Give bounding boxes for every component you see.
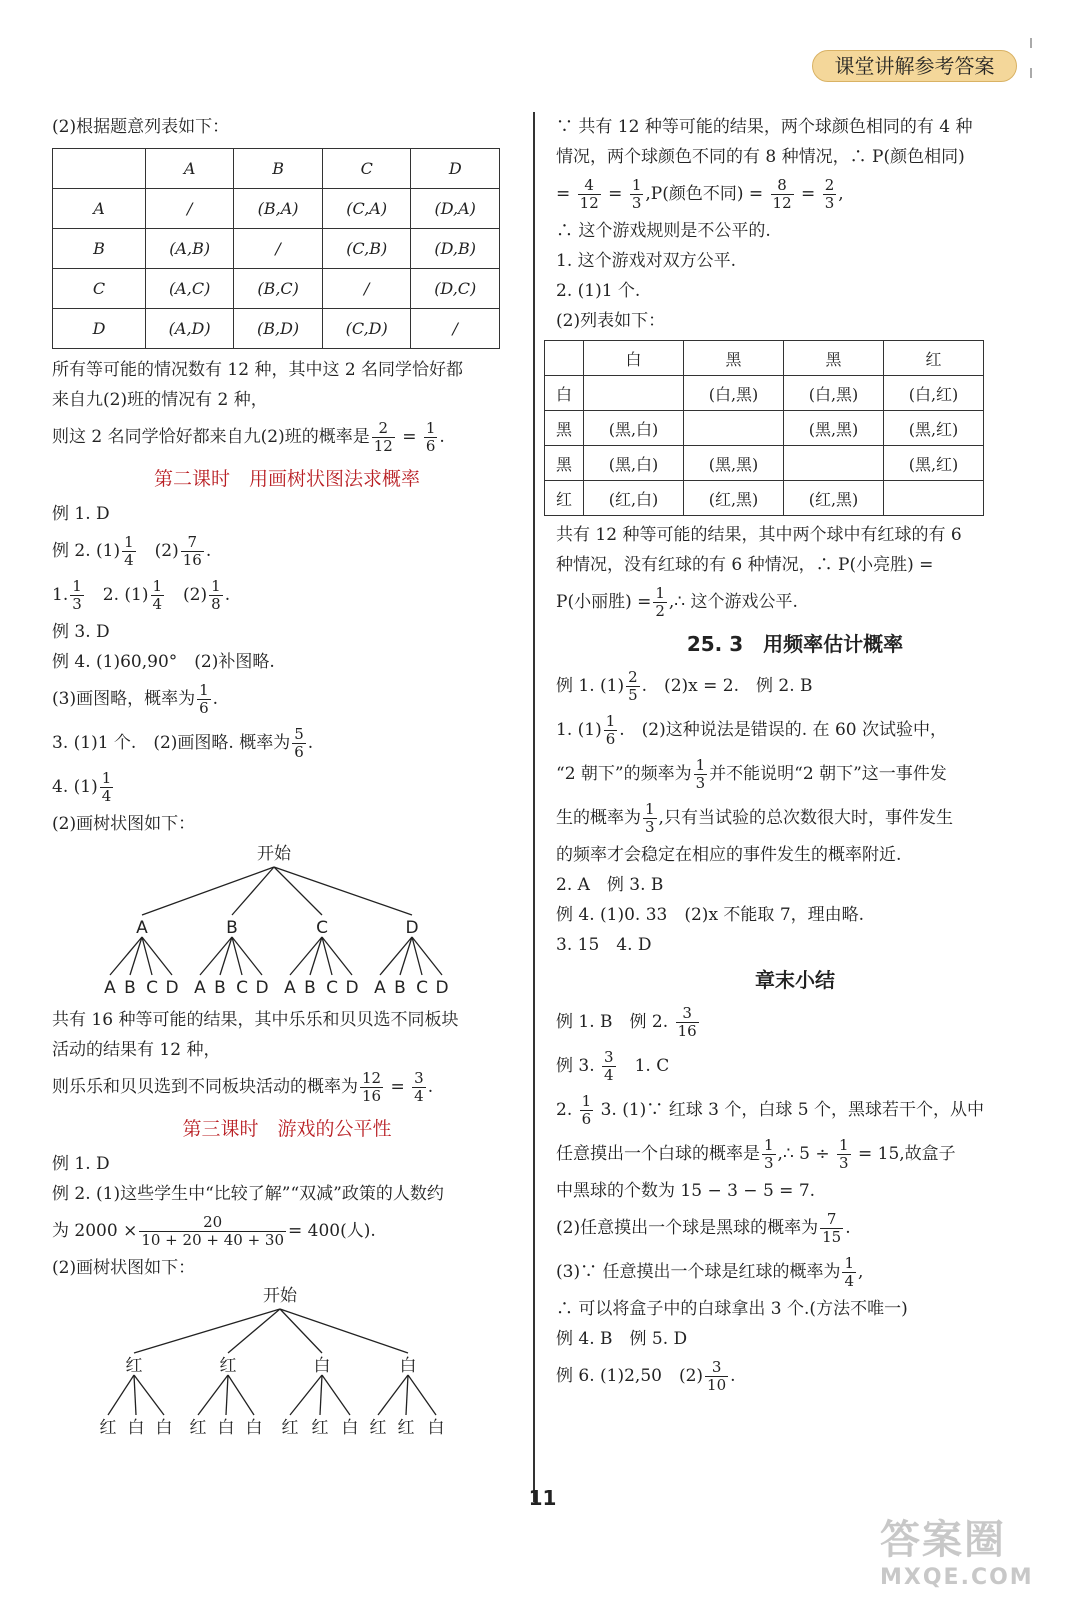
tree-diagram-balls xyxy=(52,1283,522,1439)
tree-leaf: B xyxy=(394,978,406,998)
text-span: 例 2. (1) xyxy=(52,541,121,561)
header-tick xyxy=(1030,38,1032,48)
denominator: 6 xyxy=(605,730,616,748)
table-cell: 黑 xyxy=(545,446,584,481)
denominator: 12 xyxy=(579,194,599,212)
denominator: 3 xyxy=(72,595,82,613)
table-cell: A xyxy=(146,149,234,189)
denominator: 6 xyxy=(199,699,209,717)
numerator: 1 xyxy=(211,577,221,595)
text-line: ∴ 可以将盒子中的白球拿出 3 个.(方法不唯一) xyxy=(556,1299,908,1319)
tree-node: 白 xyxy=(313,1356,331,1376)
watermark-url: MXQE.COM xyxy=(880,1565,1034,1590)
numerator: 1 xyxy=(764,1136,774,1154)
fraction xyxy=(578,177,601,212)
text-line: (3)画图略，概率为 $\frac{1}{6}$ . xyxy=(52,681,219,717)
text-line: (2)列表如下： xyxy=(556,311,666,331)
tree-leaf: D xyxy=(165,978,179,998)
text-span: 任意摸出一个白球的概率是 xyxy=(556,1144,760,1164)
text-line: 则这 2 名同学恰好都来自九(2)班的概率是 $\frac{2}{12}$ = $\frac{1}{6}$ . xyxy=(52,419,445,455)
table-cell: C xyxy=(53,269,146,309)
text-line: 例 6. (1)2,50 (2) $\frac{3}{10}$ . xyxy=(556,1358,736,1394)
tree-leaf: 红 xyxy=(189,1418,207,1438)
text-line: 3. (1)1 个. (2)画图略. 概率为 $\frac{5}{6}$ . xyxy=(52,725,314,761)
text-line: 例 3. D xyxy=(52,622,110,642)
text-span: 例 1. B 例 2. xyxy=(556,1012,669,1032)
fraction xyxy=(604,713,618,748)
table-row xyxy=(53,189,500,229)
text-span: 3. (1)∵ 红球 3 个，白球 5 个，黑球若干个，从中 xyxy=(600,1100,984,1120)
fraction xyxy=(360,1070,383,1105)
numerator: 1 xyxy=(124,533,134,551)
tree-leaf: A xyxy=(104,978,116,998)
text-span: 则这 2 名同学恰好都来自九(2)班的概率是 xyxy=(52,427,370,447)
fraction xyxy=(837,1137,851,1172)
table-cell: (红,黑) xyxy=(684,481,784,516)
tree-leaf: D xyxy=(435,978,449,998)
tree-node: B xyxy=(226,918,238,938)
table-row xyxy=(53,229,500,269)
header-title: 课堂讲解参考答案 xyxy=(812,50,1017,82)
text-line xyxy=(556,796,1034,840)
table-cell: 黑 xyxy=(545,411,584,446)
text-line: 1. $\frac{1}{3}$ 2. (1) $\frac{1}{4}$ (2) $\frac{1}{8}$ . xyxy=(52,577,231,613)
text-span: ,∴ 5 ÷ xyxy=(777,1144,830,1164)
numerator: 4 xyxy=(578,177,601,195)
denominator: 6 xyxy=(581,1110,592,1128)
denominator: 3 xyxy=(839,1154,849,1172)
tree-leaf: 红 xyxy=(99,1418,117,1438)
text-line: 来自九(2)班的情况有 2 种， xyxy=(52,390,268,410)
table-cell: A xyxy=(53,189,146,229)
text-line: 种情况，没有红球的有 6 种情况，∴ P(小亮胜) = xyxy=(556,555,934,575)
text-span: (3)∵ 任意摸出一个球是红球的概率为 xyxy=(556,1262,841,1282)
numerator: 1 xyxy=(844,1254,855,1272)
text-line: 例 4. (1)0. 33 (2)x 不能取 7，理由略. xyxy=(556,905,865,925)
fraction xyxy=(70,578,84,613)
fraction xyxy=(139,1214,286,1249)
numerator: 1 xyxy=(72,577,82,595)
text-span: 生的概率为 xyxy=(556,808,641,828)
table-cell: (白,红) xyxy=(884,376,984,411)
text-line: 2. A 例 3. B xyxy=(556,875,664,895)
text-span: = xyxy=(801,184,816,204)
tree-node: 红 xyxy=(219,1356,237,1376)
denominator: 4 xyxy=(124,551,134,569)
fraction xyxy=(181,534,204,569)
tree-leaf: C xyxy=(326,978,338,998)
table-cell xyxy=(53,149,146,189)
text-line xyxy=(556,752,1034,796)
table-cell: / xyxy=(146,189,234,229)
denominator: 4 xyxy=(101,787,112,805)
numerator: 1 xyxy=(152,577,163,595)
denominator: 6 xyxy=(425,437,436,455)
fraction xyxy=(122,534,136,569)
text-span: 1. C xyxy=(634,1056,670,1076)
text-line: 例 4. B 例 5. D xyxy=(556,1329,688,1349)
numerator: 20 xyxy=(139,1214,286,1232)
text-line: (2)画树状图如下： xyxy=(52,1258,196,1278)
table-cell xyxy=(684,411,784,446)
table-cell xyxy=(584,376,684,411)
denominator: 2 xyxy=(655,602,665,620)
fraction xyxy=(653,585,667,620)
section-heading: 第二课时 用画树状图法求概率 xyxy=(153,468,420,490)
tree-leaf: 红 xyxy=(281,1418,299,1438)
table-row xyxy=(545,376,984,411)
numerator: 1 xyxy=(605,712,616,730)
table-cell: (A,B) xyxy=(146,229,234,269)
numerator: 1 xyxy=(655,584,665,602)
section-heading: 25. 3 用频率估计概率 xyxy=(686,632,904,656)
tree-leaf: 白 xyxy=(217,1418,235,1438)
table-cell: / xyxy=(322,269,411,309)
denominator: 12 xyxy=(373,437,393,455)
denominator: 3 xyxy=(695,774,706,792)
text-span: 3. (1)1 个. (2)画图略. 概率为 xyxy=(52,733,291,753)
denominator: 4 xyxy=(152,595,163,613)
fraction xyxy=(100,770,114,805)
text-span: “2 朝下”的频率为 xyxy=(556,764,692,784)
text-span: (2)任意摸出一个球是黑球的概率为 xyxy=(556,1218,819,1238)
page-number: 11 xyxy=(528,1486,557,1510)
table-cell: D xyxy=(411,149,500,189)
column-divider xyxy=(533,112,535,1502)
denominator: 6 xyxy=(294,743,304,761)
denominator: 4 xyxy=(844,1272,855,1290)
text-line xyxy=(556,1250,1034,1294)
denominator: 4 xyxy=(414,1087,424,1105)
tree-leaf: D xyxy=(255,978,269,998)
fraction xyxy=(197,682,211,717)
numerator: 3 xyxy=(676,1005,699,1023)
text-line xyxy=(556,580,1034,624)
text-line: ∴ 这个游戏规则是不公平的. xyxy=(556,221,771,241)
watermark xyxy=(880,1508,1070,1588)
text-line: 所有等可能的情况数有 12 种，其中这 2 名同学恰好都 xyxy=(52,360,464,380)
section-heading: 第三课时 游戏的公平性 xyxy=(182,1118,392,1140)
table-cell: 红 xyxy=(545,481,584,516)
text-line xyxy=(556,1044,1034,1088)
text-line: 活动的结果有 12 种， xyxy=(52,1040,221,1060)
numerator: 1 xyxy=(425,419,436,437)
tree-leaf: 红 xyxy=(369,1418,387,1438)
tree-leaf: 白 xyxy=(427,1418,445,1438)
table-cell: (B,A) xyxy=(234,189,323,229)
text-span: = 400(人). xyxy=(288,1221,376,1241)
text-span: 例 3. xyxy=(556,1056,595,1076)
text-span: (3)画图略，概率为 xyxy=(52,689,196,709)
fraction xyxy=(762,1137,776,1172)
text-span: ,P(颜色不同) = xyxy=(645,184,764,204)
numerator: 2 xyxy=(824,176,835,194)
fraction xyxy=(151,578,165,613)
table-cell: (黑,白) xyxy=(584,446,684,481)
header-tick xyxy=(1030,68,1032,78)
tree-leaf: 白 xyxy=(127,1418,145,1438)
tree-leaf: 白 xyxy=(245,1418,263,1438)
denominator: 3 xyxy=(824,194,835,212)
numerator: 1 xyxy=(101,769,112,787)
text-line xyxy=(52,765,522,809)
watermark-text: 答案圈 xyxy=(880,1517,1006,1563)
tree-leaf: C xyxy=(236,978,248,998)
text-span: 则乐乐和贝贝选到不同板块活动的概率为 xyxy=(52,1077,358,1097)
tree-leaf: 白 xyxy=(155,1418,173,1438)
table-cell: (D,B) xyxy=(411,229,500,269)
table-cell: (A,D) xyxy=(146,309,234,349)
fraction xyxy=(412,1070,426,1105)
section-heading: 章末小结 xyxy=(755,968,835,992)
fraction xyxy=(292,726,306,761)
table-cell: (白,黑) xyxy=(684,376,784,411)
fraction xyxy=(694,757,708,792)
table-cell: (黑,黑) xyxy=(684,446,784,481)
text-span: 例 6. (1)2,50 (2) xyxy=(556,1366,704,1386)
table-cell: (D,A) xyxy=(411,189,500,229)
tree-leaf: 红 xyxy=(311,1418,329,1438)
table-row xyxy=(53,309,500,349)
tree-leaf: 红 xyxy=(397,1418,415,1438)
text-line: 3. 15 4. D xyxy=(556,935,652,955)
text-span: = xyxy=(608,184,623,204)
fraction xyxy=(823,177,837,212)
table-cell: 白 xyxy=(545,376,584,411)
table-cell: (黑,红) xyxy=(884,411,984,446)
text-line: 情况，两个球颜色不同的有 8 种情况，∴ P(颜色相同) xyxy=(556,147,965,167)
fraction xyxy=(424,420,438,455)
text-span: ,只有当试验的总次数很大时，事件发生 xyxy=(658,808,953,828)
text-span: = xyxy=(556,184,571,204)
denominator: 10 + 20 + 40 + 30 xyxy=(141,1231,284,1249)
tree-leaf: B xyxy=(124,978,136,998)
table-cell: (红,黑) xyxy=(784,481,884,516)
numerator: 5 xyxy=(294,725,304,743)
table-cell: (B,D) xyxy=(234,309,323,349)
text-span: 例 1. (1) xyxy=(556,676,625,696)
table-row xyxy=(545,446,984,481)
table-cell: 黑 xyxy=(784,341,884,376)
fraction xyxy=(602,1049,616,1084)
table-cell: (D,C) xyxy=(411,269,500,309)
numerator: 1 xyxy=(199,681,209,699)
tree-leaf: 白 xyxy=(341,1418,359,1438)
tree-root: 开始 xyxy=(263,1286,297,1306)
fraction xyxy=(643,801,657,836)
table-cell: B xyxy=(53,229,146,269)
table-cell: B xyxy=(234,149,323,189)
text-span: 1. xyxy=(52,585,69,605)
table-cell: (白,黑) xyxy=(784,376,884,411)
fraction xyxy=(626,669,640,704)
denominator: 16 xyxy=(182,551,202,569)
tree-leaf: A xyxy=(284,978,296,998)
tree-leaf: D xyxy=(345,978,359,998)
text-span: 为 2000 × xyxy=(52,1221,138,1241)
text-line: 共有 12 种等可能的结果，其中两个球中有红球的有 6 xyxy=(556,525,962,545)
text-span: . (2)x = 2. 例 2. B xyxy=(641,676,813,696)
numerator: 2 xyxy=(372,420,395,438)
text-line: 例 1. D xyxy=(52,1154,110,1174)
fraction xyxy=(630,177,644,212)
tree-node: D xyxy=(405,918,419,938)
tree-leaf: A xyxy=(194,978,206,998)
denominator: 3 xyxy=(645,818,655,836)
table-cell: (C,A) xyxy=(322,189,411,229)
numerator: 3 xyxy=(414,1069,424,1087)
denominator: 16 xyxy=(362,1087,382,1105)
table-row xyxy=(545,411,984,446)
fraction xyxy=(705,1359,728,1394)
text-line: 例 2. (1)这些学生中“比较了解”“双减”政策的人数约 xyxy=(52,1184,444,1204)
tree-leaf: A xyxy=(374,978,386,998)
text-line xyxy=(556,172,1034,216)
text-line xyxy=(556,1088,1034,1132)
table-cell: (C,B) xyxy=(322,229,411,269)
table-cell: 红 xyxy=(884,341,984,376)
table-outcomes-colors xyxy=(544,340,984,516)
fraction xyxy=(209,578,223,613)
tree-diagram-abcd xyxy=(52,839,522,1001)
tree-root: 开始 xyxy=(257,844,291,864)
tree-node: 红 xyxy=(125,1356,143,1376)
text-span: 1. (1) xyxy=(556,720,602,740)
numerator: 1 xyxy=(839,1136,849,1154)
denominator: 16 xyxy=(677,1022,697,1040)
denominator: 5 xyxy=(628,686,638,704)
text-span: , xyxy=(858,1262,864,1282)
text-line: (2)根据题意列表如下： xyxy=(52,117,230,137)
text-span: 2. (1) xyxy=(102,585,149,605)
tree-node: 白 xyxy=(399,1356,417,1376)
denominator: 8 xyxy=(211,595,221,613)
table-cell: / xyxy=(234,229,323,269)
fraction xyxy=(676,1005,699,1040)
right-column xyxy=(556,112,1034,1398)
text-span: 并不能说明“2 朝下”这一事件发 xyxy=(709,764,947,784)
fraction xyxy=(771,177,794,212)
fraction xyxy=(372,420,395,455)
left-column xyxy=(52,112,522,1443)
text-line xyxy=(556,664,1034,708)
text-span: (2) xyxy=(154,541,179,561)
text-span: P(小丽胜) = xyxy=(556,592,652,612)
text-line: 例 1. D xyxy=(52,504,110,524)
table-cell: (黑,白) xyxy=(584,411,684,446)
text-line: (2)任意摸出一个球是黑球的概率为 $\frac{7}{15}$ . xyxy=(556,1210,851,1246)
text-span: 2. xyxy=(556,1100,573,1120)
numerator: 8 xyxy=(771,177,794,195)
denominator: 12 xyxy=(772,194,792,212)
table-row xyxy=(545,341,984,376)
denominator: 4 xyxy=(604,1066,614,1084)
denominator: 10 xyxy=(707,1376,727,1394)
table-row xyxy=(545,481,984,516)
tree-node: C xyxy=(316,918,328,938)
text-line: 共有 16 种等可能的结果，其中乐乐和贝贝选不同板块 xyxy=(52,1010,459,1030)
table-cell xyxy=(545,341,584,376)
text-line: 例 2. (1) $\frac{1}{4}$ (2) $\frac{7}{16}$ . xyxy=(52,533,212,569)
fraction xyxy=(580,1093,594,1128)
text-line: 例 4. (1)60,90° (2)补图略. xyxy=(52,652,275,672)
text-line: 的频率才会稳定在相应的事件发生的概率附近. xyxy=(556,845,902,865)
numerator: 1 xyxy=(631,176,642,194)
table-cell: C xyxy=(322,149,411,189)
numerator: 1 xyxy=(695,756,706,774)
text-line: (2)画树状图如下： xyxy=(52,814,196,834)
table-cell xyxy=(884,481,984,516)
tree-leaf: C xyxy=(146,978,158,998)
text-span: ,∴ 这个游戏公平. xyxy=(668,592,798,612)
text-line: 中黑球的个数为 15 − 3 − 5 = 7. xyxy=(556,1181,816,1201)
tree-leaf: B xyxy=(304,978,316,998)
table-cell: (黑,黑) xyxy=(784,411,884,446)
text-span: = 15,故盒子 xyxy=(858,1144,956,1164)
table-outcomes-abcd xyxy=(52,148,500,349)
text-line xyxy=(52,1209,522,1253)
tree-leaf: B xyxy=(214,978,226,998)
denominator: 3 xyxy=(631,194,642,212)
table-cell: (黑,红) xyxy=(884,446,984,481)
text-span: . (2)这种说法是错误的. 在 60 次试验中， xyxy=(619,720,947,740)
text-line: 2. (1)1 个. xyxy=(556,281,641,301)
table-cell: (C,D) xyxy=(322,309,411,349)
numerator: 3 xyxy=(705,1359,728,1377)
numerator: 7 xyxy=(181,534,204,552)
text-span: (2) xyxy=(183,585,208,605)
text-line: 1. 这个游戏对双方公平. xyxy=(556,251,737,271)
table-cell: (红,白) xyxy=(584,481,684,516)
table-cell: (A,C) xyxy=(146,269,234,309)
tree-leaf: C xyxy=(416,978,428,998)
text-line: 则乐乐和贝贝选到不同板块活动的概率为 $\frac{12}{16}$ = $\frac{3}{4}$ . xyxy=(52,1069,434,1105)
denominator: 15 xyxy=(822,1228,842,1246)
table-cell: 白 xyxy=(584,341,684,376)
text-span: 4. (1) xyxy=(52,777,98,797)
numerator: 3 xyxy=(604,1048,614,1066)
table-row xyxy=(53,149,500,189)
table-cell: D xyxy=(53,309,146,349)
table-cell: 黑 xyxy=(684,341,784,376)
numerator: 2 xyxy=(628,668,638,686)
fraction xyxy=(842,1255,856,1290)
numerator: 7 xyxy=(820,1211,843,1229)
table-row xyxy=(53,269,500,309)
denominator: 3 xyxy=(764,1154,774,1172)
text-span: , xyxy=(838,184,844,204)
text-line xyxy=(556,1000,1034,1044)
tree-node: A xyxy=(136,918,148,938)
table-cell: / xyxy=(411,309,500,349)
numerator: 1 xyxy=(581,1092,592,1110)
text-line: ∵ 共有 12 种等可能的结果，两个球颜色相同的有 4 种 xyxy=(556,117,973,137)
fraction xyxy=(820,1211,843,1246)
text-line xyxy=(556,708,1034,752)
text-line xyxy=(556,1132,1034,1176)
numerator: 1 xyxy=(645,800,655,818)
table-cell: (B,C) xyxy=(234,269,323,309)
table-cell xyxy=(784,446,884,481)
numerator: 12 xyxy=(362,1069,382,1087)
